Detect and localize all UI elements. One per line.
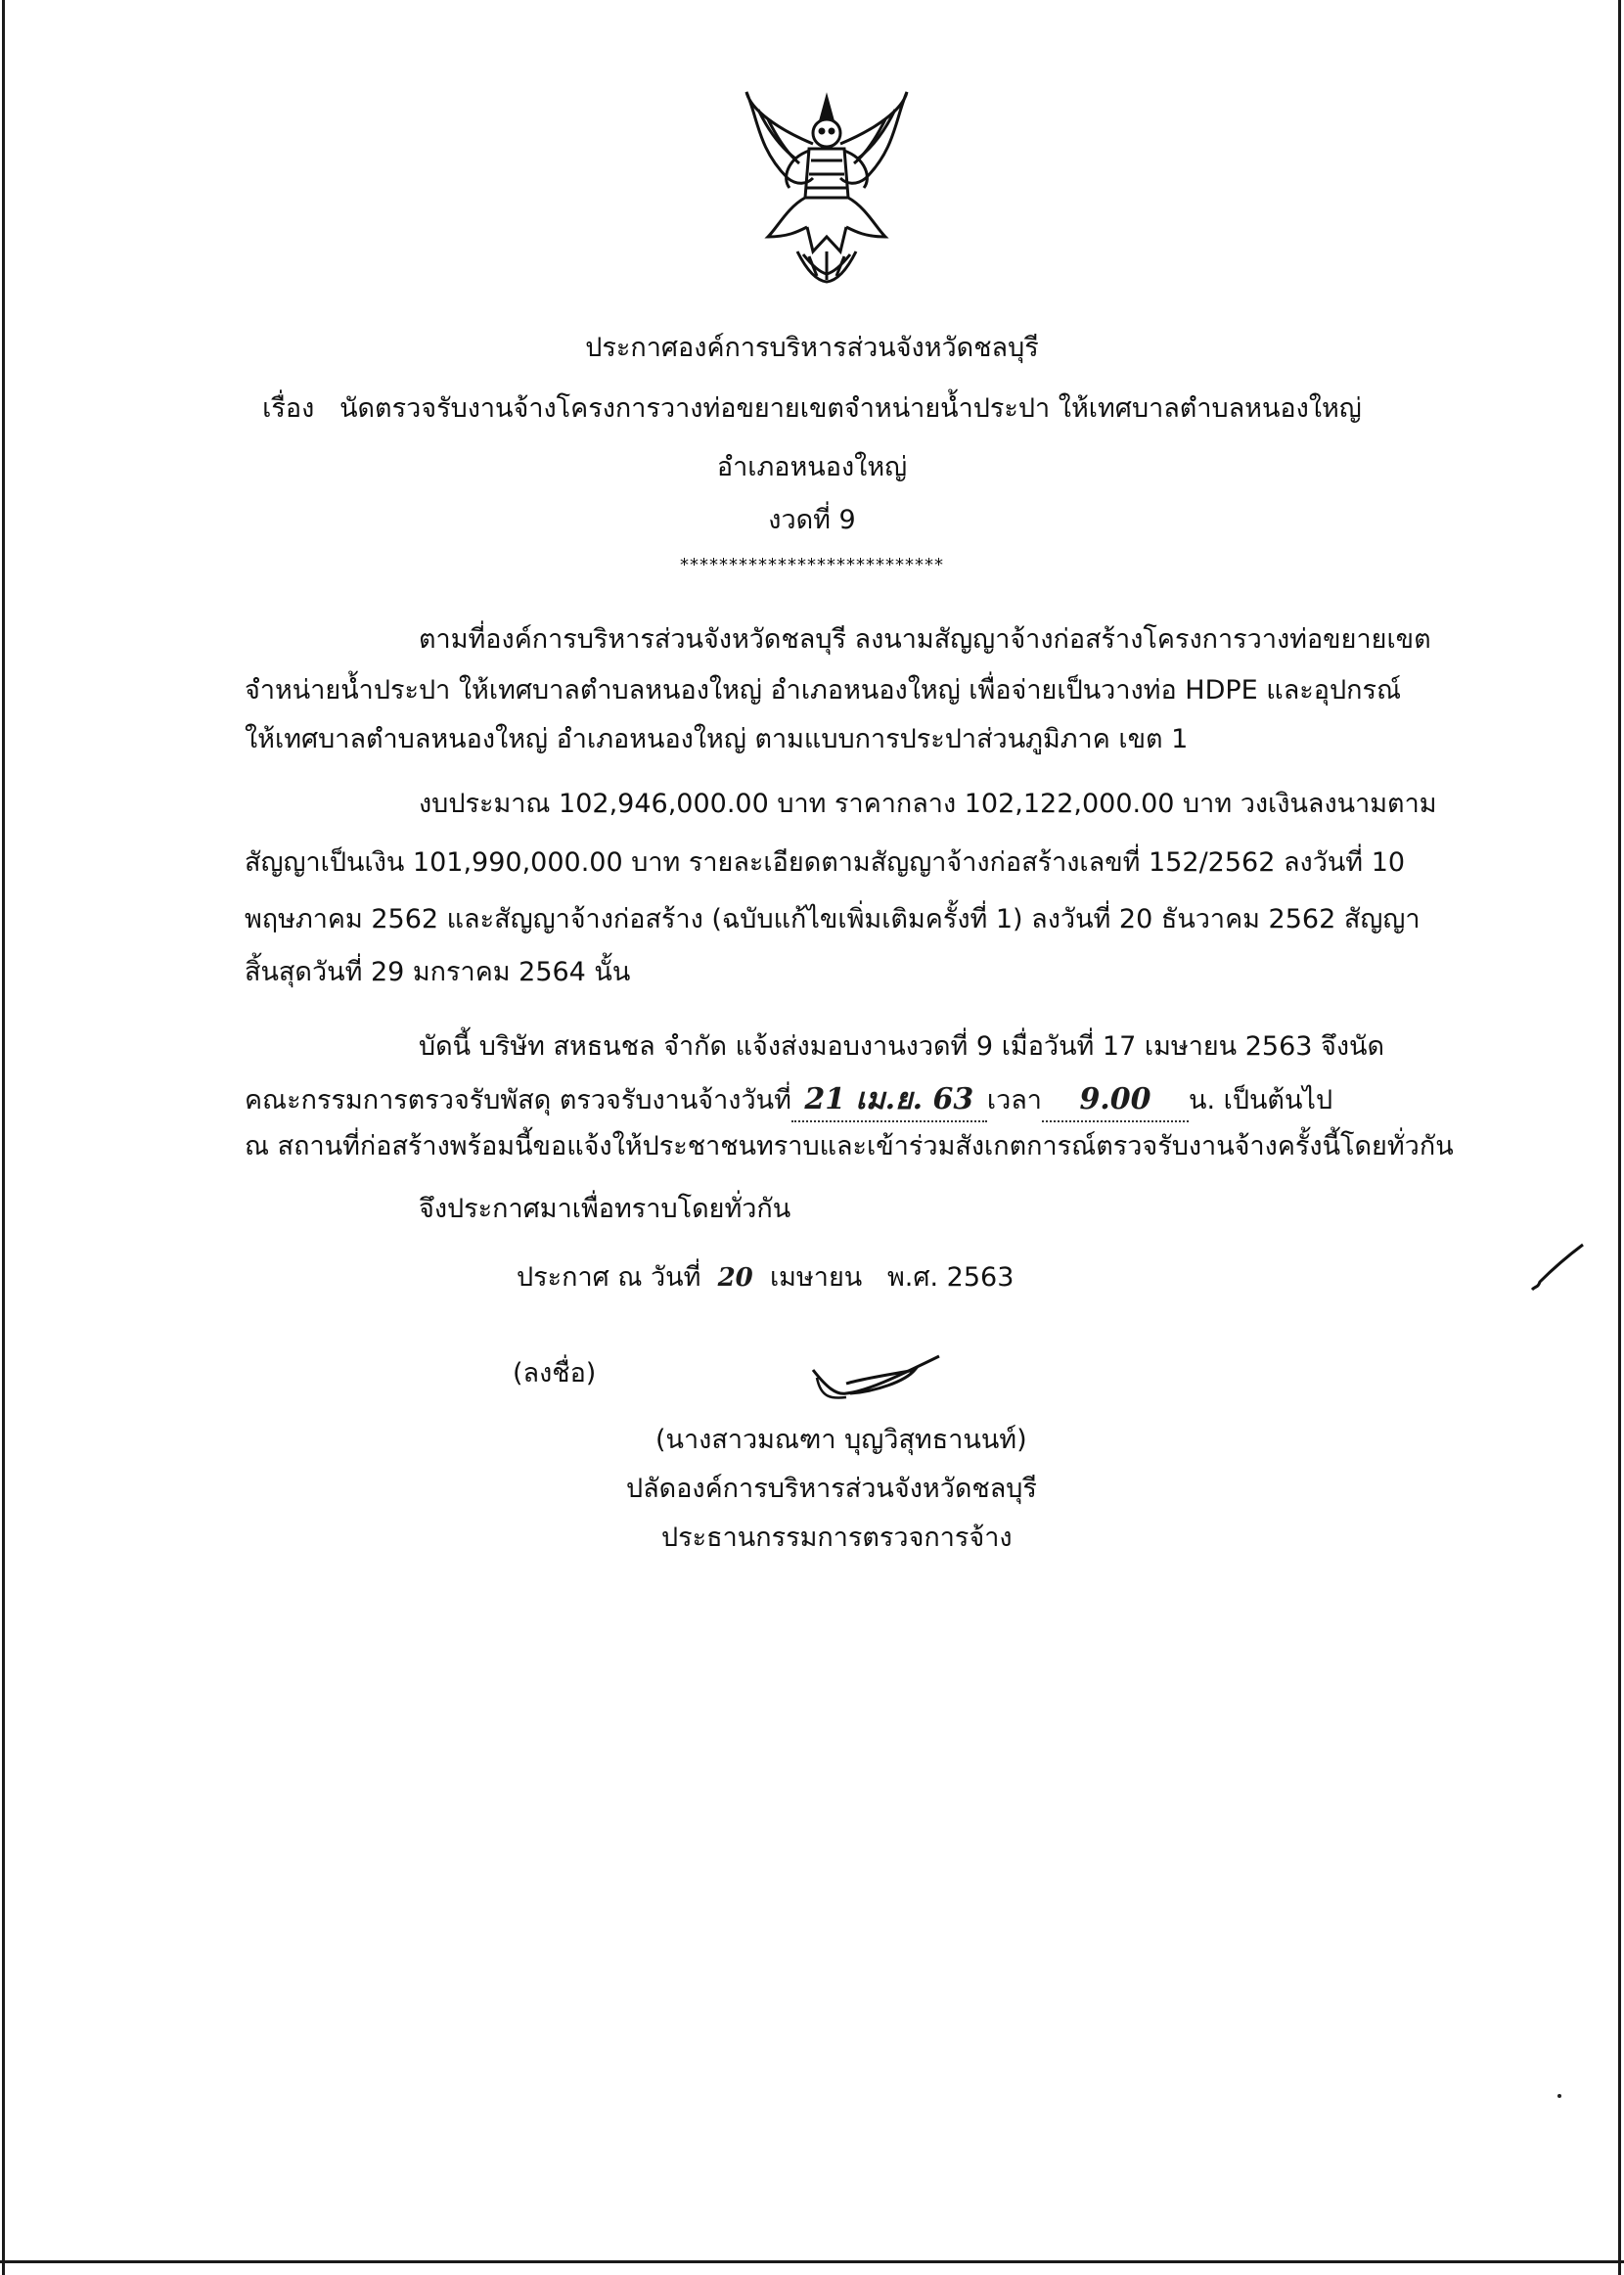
subject-line xyxy=(0,389,1624,429)
page-border-bottom xyxy=(0,2260,1624,2263)
installment: งวดที่ 9 xyxy=(768,505,856,535)
inspection-time-field xyxy=(1042,1080,1189,1122)
paragraph3-line1: บัดนี้ บริษัท สหธนชล จำกัด แจ้งส่งมอบงานงวดที่ 9 เมื่อวันที่ 17 เมษายน 2563 จึงนัด xyxy=(419,1031,1385,1062)
announce-month: เมษายน xyxy=(769,1262,863,1293)
check-mark-icon xyxy=(1528,1243,1587,1301)
inspection-time-label: เวลา xyxy=(986,1085,1042,1115)
inspection-date-field xyxy=(791,1080,987,1122)
paragraph1-line2: จำหน่ายน้ำประปา ให้เทศบาลตำบลหนองใหญ่ อำเภอหนองใหญ่ เพื่อจ่ายเป็นวางท่อ HDPE และอุปกรณ์ xyxy=(245,675,1401,705)
announce-date xyxy=(517,1258,1014,1297)
paragraph1-line1: ตามที่องค์การบริหารส่วนจังหวัดชลบุรี ลงนามสัญญาจ้างก่อสร้างโครงการวางท่อขยายเขต xyxy=(419,624,1431,655)
inspection-date-handwritten: 21 เม.ย. 63 xyxy=(804,1082,974,1116)
inspection-date-label: คณะกรรมการตรวจรับพัสดุ ตรวจรับงานจ้างวันที่ xyxy=(245,1085,791,1115)
scan-speck xyxy=(1557,2094,1561,2098)
paragraph3-line2 xyxy=(245,1080,1332,1122)
paragraph3-line3: ณ สถานที่ก่อสร้างพร้อมนี้ขอแจ้งให้ประชาชนทราบและเข้าร่วมสังเกตการณ์ตรวจรับงานจ้างครั้งนี้โดยทั่วกัน xyxy=(245,1131,1454,1161)
paragraph2-line4: สิ้นสุดวันที่ 29 มกราคม 2564 นั้น xyxy=(245,957,631,987)
signer-position-1: ปลัดองค์การบริหารส่วนจังหวัดชลบุรี xyxy=(626,1474,1037,1504)
document-title: ประกาศองค์การบริหารส่วนจังหวัดชลบุรี xyxy=(585,333,1039,363)
signer-position-2: ประธานกรรมการตรวจการจ้าง xyxy=(661,1523,1013,1553)
inspection-time-suffix: น. เป็นต้นไป xyxy=(1188,1085,1333,1115)
paragraph1-line3: ให้เทศบาลตำบลหนองใหญ่ อำเภอหนองใหญ่ ตามแบบการประปาส่วนภูมิภาค เขต 1 xyxy=(245,724,1189,754)
announce-line: จึงประกาศมาเพื่อทราบโดยทั่วกัน xyxy=(419,1194,791,1224)
announce-day-handwritten: 20 xyxy=(717,1263,753,1293)
sign-label: (ลงชื่อ) xyxy=(513,1358,597,1388)
subject-text: นัดตรวจรับงานจ้างโครงการวางท่อขยายเขตจำหน่ายน้ำประปา ให้เทศบาลตำบลหนองใหญ่ xyxy=(339,393,1362,424)
paragraph2-line1: งบประมาณ 102,946,000.00 บาท ราคากลาง 102,122,000.00 บาท วงเงินลงนามตาม xyxy=(419,789,1437,819)
paragraph2-line2: สัญญาเป็นเงิน 101,990,000.00 บาท รายละเอียดตามสัญญาจ้างก่อสร้างเลขที่ 152/2562 ลงวันที่ 10 xyxy=(245,847,1406,878)
paragraph2-line3: พฤษภาคม 2562 และสัญญาจ้างก่อสร้าง (ฉบับแก้ไขเพิ่มเติมครั้งที่ 1) ลงวันที่ 20 ธันวาคม 2562 สัญญา xyxy=(245,904,1421,934)
announce-year: พ.ศ. 2563 xyxy=(886,1262,1015,1293)
signer-name: (นางสาวมณฑา บุญวิสุทธานนท์) xyxy=(655,1425,1027,1455)
announce-date-prefix: ประกาศ ณ วันที่ xyxy=(517,1262,701,1293)
inspection-time-handwritten: 9.00 xyxy=(1079,1082,1151,1116)
separator: *************************** xyxy=(680,555,944,575)
garuda-emblem-icon xyxy=(739,90,915,286)
subject-label: เรื่อง xyxy=(262,393,315,424)
subject-line-2: อำเภอหนองใหญ่ xyxy=(716,452,908,482)
signature-icon xyxy=(807,1348,944,1417)
